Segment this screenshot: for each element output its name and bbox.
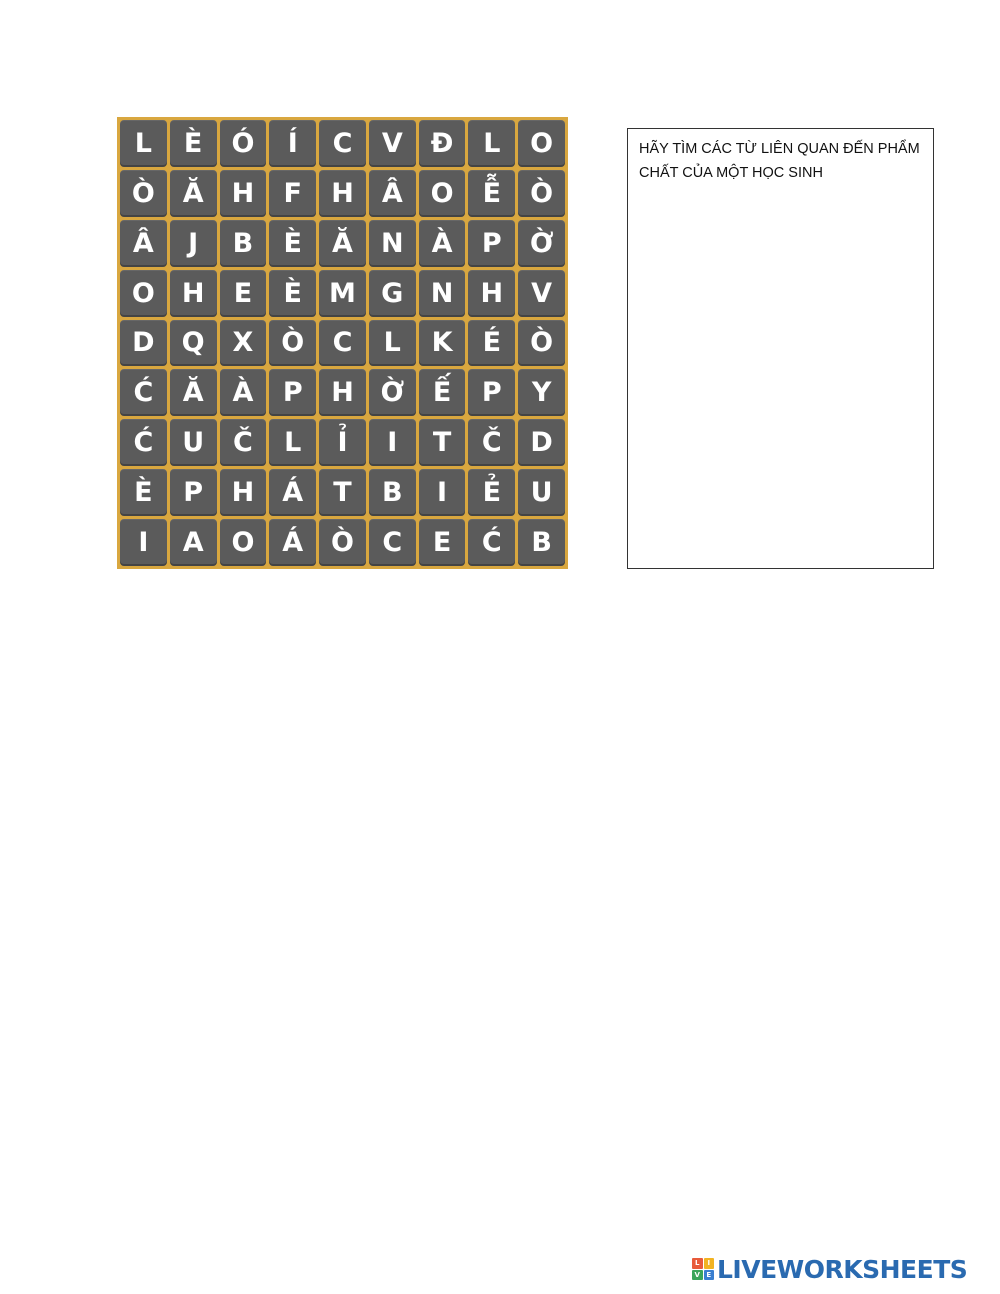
letter-tile[interactable]: C: [319, 320, 366, 367]
letter-tile[interactable]: C: [369, 519, 416, 566]
letter-tile[interactable]: À: [419, 220, 466, 267]
logo-mark-letter: L: [692, 1258, 703, 1269]
logo-mark-letter: E: [704, 1270, 715, 1281]
letter-tile[interactable]: H: [170, 270, 217, 317]
letter-tile[interactable]: H: [468, 270, 515, 317]
letter-tile[interactable]: Ć: [468, 519, 515, 566]
letter-tile[interactable]: P: [468, 369, 515, 416]
letter-tile[interactable]: E: [419, 519, 466, 566]
letter-tile[interactable]: H: [220, 469, 267, 516]
letter-tile[interactable]: Y: [518, 369, 565, 416]
letter-tile[interactable]: Ỉ: [319, 419, 366, 466]
letter-tile[interactable]: N: [369, 220, 416, 267]
letter-tile[interactable]: B: [518, 519, 565, 566]
letter-tile[interactable]: Q: [170, 320, 217, 367]
letter-tile[interactable]: Đ: [419, 120, 466, 167]
letter-tile[interactable]: N: [419, 270, 466, 317]
letter-tile[interactable]: L: [369, 320, 416, 367]
letter-tile[interactable]: Ò: [518, 320, 565, 367]
letter-tile[interactable]: O: [220, 519, 267, 566]
letter-tile[interactable]: Ễ: [468, 170, 515, 217]
letter-tile[interactable]: L: [468, 120, 515, 167]
letter-tile[interactable]: E: [220, 270, 267, 317]
letter-tile[interactable]: T: [419, 419, 466, 466]
letter-tile[interactable]: A: [170, 519, 217, 566]
letter-tile[interactable]: Ò: [518, 170, 565, 217]
letter-tile[interactable]: T: [319, 469, 366, 516]
letter-tile[interactable]: M: [319, 270, 366, 317]
letter-tile[interactable]: Ế: [419, 369, 466, 416]
letter-tile[interactable]: O: [419, 170, 466, 217]
letter-tile[interactable]: À: [220, 369, 267, 416]
liveworksheets-logo-mark-icon: [692, 1258, 714, 1280]
letter-tile[interactable]: É: [468, 320, 515, 367]
letter-tile[interactable]: H: [319, 170, 366, 217]
letter-tile[interactable]: I: [369, 419, 416, 466]
logo-mark-letter: V: [692, 1270, 703, 1281]
logo-mark-letter: I: [704, 1258, 715, 1269]
letter-tile[interactable]: H: [220, 170, 267, 217]
letter-tile[interactable]: L: [120, 120, 167, 167]
letter-tile[interactable]: H: [319, 369, 366, 416]
letter-tile[interactable]: D: [120, 320, 167, 367]
letter-tile[interactable]: U: [170, 419, 217, 466]
letter-tile[interactable]: Ć: [120, 369, 167, 416]
letter-tile[interactable]: B: [369, 469, 416, 516]
letter-tile[interactable]: Á: [269, 469, 316, 516]
letter-tile[interactable]: Ò: [120, 170, 167, 217]
letter-tile[interactable]: L: [269, 419, 316, 466]
logo-text: LIVEWORKSHEETS: [717, 1254, 968, 1284]
letter-tile[interactable]: Č: [468, 419, 515, 466]
letter-tile[interactable]: Â: [369, 170, 416, 217]
letter-tile[interactable]: Ò: [269, 320, 316, 367]
letter-tile[interactable]: Â: [120, 220, 167, 267]
letter-tile[interactable]: È: [269, 270, 316, 317]
letter-tile[interactable]: U: [518, 469, 565, 516]
letter-tile[interactable]: D: [518, 419, 565, 466]
letter-tile[interactable]: Ẻ: [468, 469, 515, 516]
letter-tile[interactable]: V: [369, 120, 416, 167]
letter-tile[interactable]: J: [170, 220, 217, 267]
letter-tile[interactable]: Ó: [220, 120, 267, 167]
letter-tile[interactable]: P: [170, 469, 217, 516]
letter-tile[interactable]: P: [269, 369, 316, 416]
word-search-grid: [117, 117, 568, 569]
letter-tile[interactable]: X: [220, 320, 267, 367]
instruction-text: HÃY TÌM CÁC TỪ LIÊN QUAN ĐẾN PHẨM CHẤT CỦA MỘT HỌC SINH: [639, 141, 920, 181]
letter-tile[interactable]: Ờ: [518, 220, 565, 267]
liveworksheets-logo: [692, 1255, 967, 1283]
letter-tile[interactable]: B: [220, 220, 267, 267]
letter-tile[interactable]: G: [369, 270, 416, 317]
letter-tile[interactable]: Ờ: [369, 369, 416, 416]
letter-tile[interactable]: Ò: [319, 519, 366, 566]
letter-tile[interactable]: Ă: [170, 170, 217, 217]
letter-tile[interactable]: V: [518, 270, 565, 317]
letter-tile[interactable]: I: [419, 469, 466, 516]
letter-tile[interactable]: O: [518, 120, 565, 167]
letter-tile[interactable]: Č: [220, 419, 267, 466]
letter-tile[interactable]: I: [120, 519, 167, 566]
letter-tile[interactable]: Ă: [319, 220, 366, 267]
letter-tile[interactable]: È: [269, 220, 316, 267]
letter-tile[interactable]: È: [120, 469, 167, 516]
letter-tile[interactable]: O: [120, 270, 167, 317]
letter-tile[interactable]: Í: [269, 120, 316, 167]
letter-tile[interactable]: P: [468, 220, 515, 267]
letter-tile[interactable]: È: [170, 120, 217, 167]
letter-tile[interactable]: C: [319, 120, 366, 167]
letter-tile[interactable]: Ă: [170, 369, 217, 416]
letter-tile[interactable]: K: [419, 320, 466, 367]
instruction-box: [627, 128, 934, 569]
letter-tile[interactable]: Ć: [120, 419, 167, 466]
letter-tile[interactable]: Á: [269, 519, 316, 566]
letter-tile[interactable]: F: [269, 170, 316, 217]
